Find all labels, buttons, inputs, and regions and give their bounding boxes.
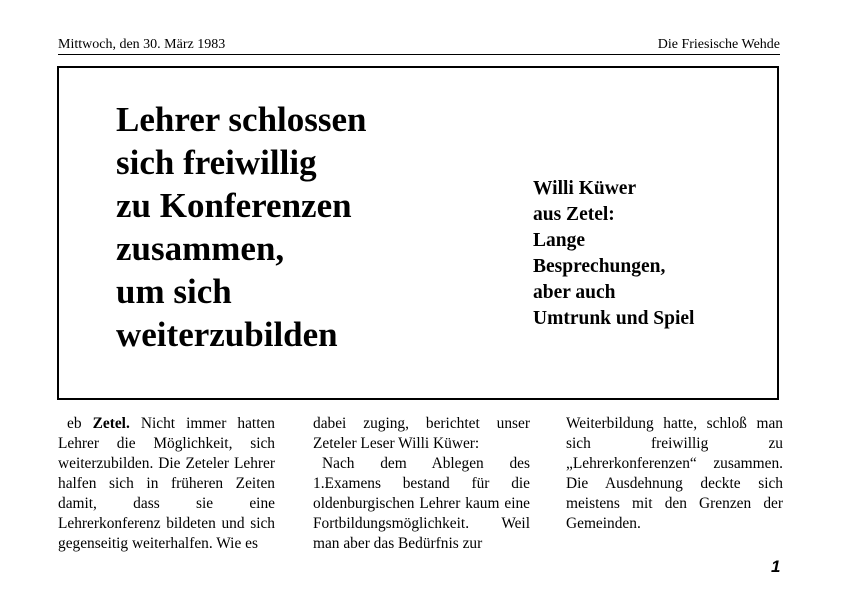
page-number: 1 xyxy=(771,557,781,576)
headline-box xyxy=(57,66,779,400)
dateline-place: Zetel. xyxy=(92,415,130,432)
subheadline-line: Umtrunk und Spiel xyxy=(533,308,695,329)
article-column-1 xyxy=(58,414,275,554)
page-header xyxy=(58,36,780,55)
issue-date: Mittwoch, den 30. März 1983 xyxy=(58,37,226,52)
article-column-2 xyxy=(313,414,530,554)
article-text: Nicht immer hatten Lehrer die Möglichkeit, sich weiterzubilden. Die Zeteler Lehrer halfen sich in früheren Zeiten damit, dass sie eine Lehrerkonferenz bildeten und sich gegenseitig weiterhalfen. Wie es xyxy=(58,415,275,552)
subheadline-line: aus Zetel: xyxy=(533,204,615,225)
article-paragraph: dabei zuging, berichtet unser Zeteler Leser Willi Küwer: xyxy=(313,415,530,452)
headline-line: sich freiwillig xyxy=(116,143,317,182)
author-initials: eb xyxy=(67,415,93,432)
subheadline-line: Lange xyxy=(533,230,586,251)
subheadline-line: Willi Küwer xyxy=(533,178,637,199)
headline xyxy=(116,98,506,356)
article-paragraph: Weiterbildung hatte, schloß man sich freiwillig zu „Lehrerkonferenzen“ zusammen. Die Ausdehnung deckte sich meistens mit den Grenzen der Gemeinden. xyxy=(566,415,783,532)
headline-line: Lehrer schlossen xyxy=(116,100,367,139)
article-column-3 xyxy=(566,414,783,534)
subheadline-line: aber auch xyxy=(533,282,616,303)
headline-line: weiterzubilden xyxy=(116,315,338,354)
headline-line: zusammen, xyxy=(116,229,285,268)
headline-line: zu Konferenzen xyxy=(116,186,352,225)
newspaper-name: Die Friesische Wehde xyxy=(657,37,780,52)
subheadline xyxy=(533,176,768,332)
article-paragraph xyxy=(58,414,275,554)
headline-line: um sich xyxy=(116,272,232,311)
subheadline-line: Besprechungen, xyxy=(533,256,666,277)
article-paragraph: Nach dem Ablegen des 1.Examens bestand für die oldenburgischen Lehrer kaum eine Fortbildungsmöglichkeit. Weil man aber das Bedürfnis zur xyxy=(313,455,530,552)
